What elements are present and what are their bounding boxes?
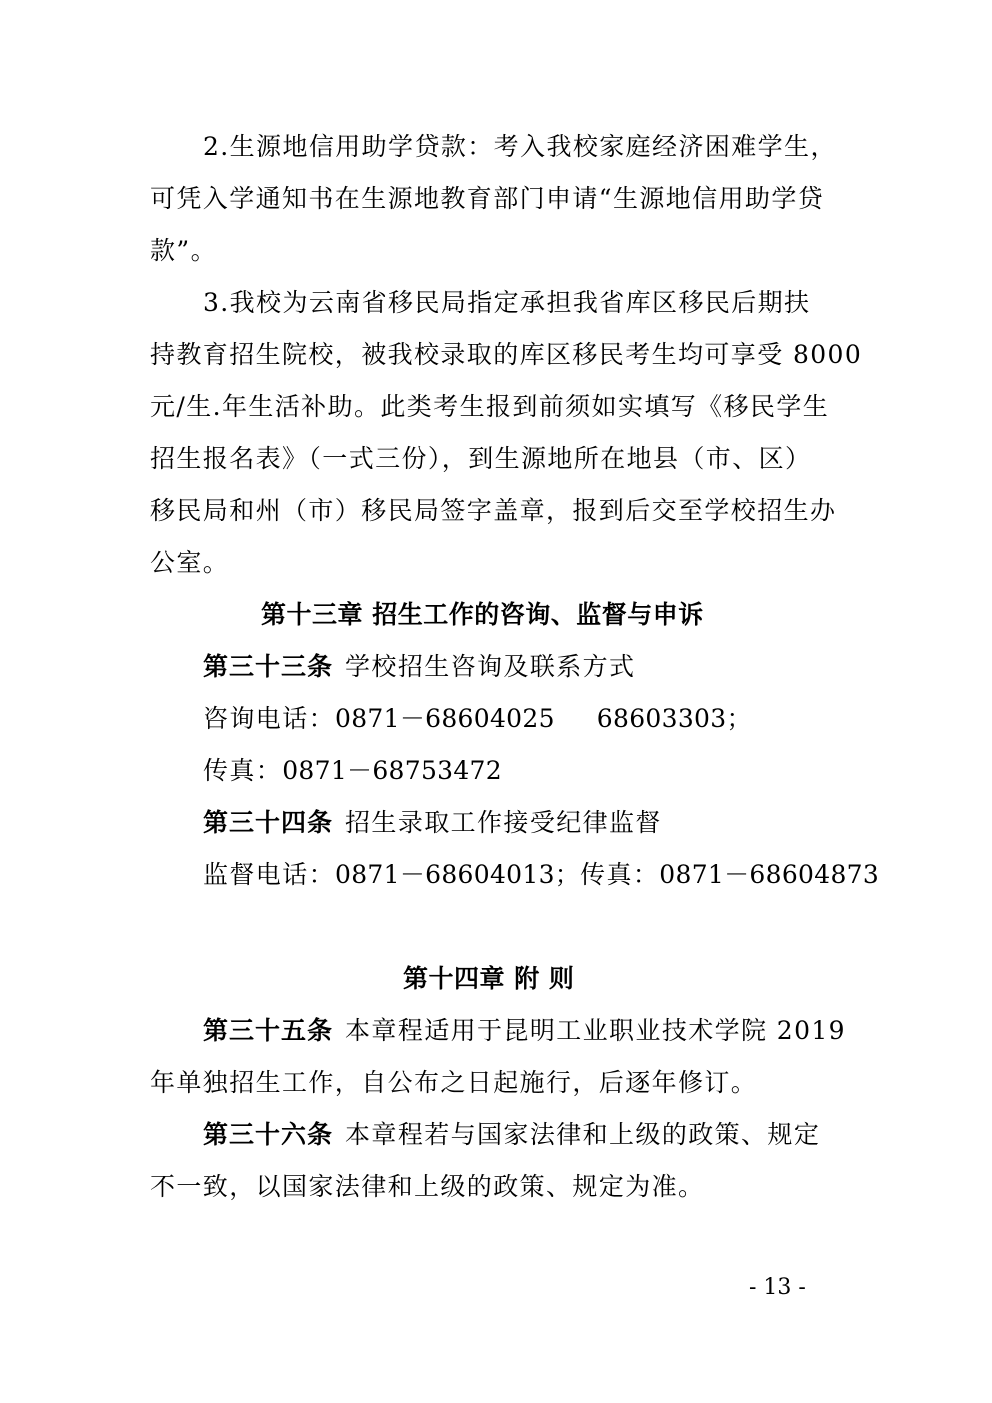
consult-fax-line	[203, 756, 502, 786]
item3-line5: 移民局和州（市）移民局签字盖章，报到后交至学校招生办	[150, 496, 837, 525]
supervision-fax: 0871－68604873	[659, 860, 880, 889]
item2-line2: 可凭入学通知书在生源地教育部门申请“生源地信用助学贷	[150, 184, 825, 213]
item3-line1: 3.我校为云南省移民局指定承担我省库区移民后期扶	[203, 288, 811, 317]
article35-text: 本章程适用于昆明工业职业技术学院 2019	[345, 1016, 846, 1045]
consult-phone-2: 68603303；	[596, 704, 752, 733]
article34-label: 第三十四条	[203, 808, 334, 837]
consult-fax-number: 0871－68753472	[282, 756, 502, 785]
article33-heading	[203, 652, 635, 682]
item3-line2: 持教育招生院校，被我校录取的库区移民考生均可享受 8000	[150, 340, 863, 369]
article35-line2: 年单独招生工作，自公布之日起施行，后逐年修订。	[150, 1068, 758, 1097]
article34-title: 招生录取工作接受纪律监督	[345, 808, 662, 837]
supervision-fax-label: 传真：	[580, 860, 660, 889]
item2-line3: 款”。	[150, 236, 217, 265]
article36-line2: 不一致，以国家法律和上级的政策、规定为准。	[150, 1172, 705, 1201]
consult-phone-line	[203, 704, 752, 734]
article36-label: 第三十六条	[203, 1120, 334, 1149]
supervision-phone: 0871－68604013；	[335, 860, 581, 889]
item3-line3: 元/生.年生活补助。此类考生报到前须如实填写《移民学生	[150, 392, 830, 421]
chapter14-title: 第十四章 附 则	[403, 964, 575, 993]
chapter13-title: 第十三章 招生工作的咨询、监督与申诉	[261, 600, 704, 629]
item3-line6: 公室。	[150, 548, 230, 577]
article36-text: 本章程若与国家法律和上级的政策、规定	[345, 1120, 821, 1149]
article33-title: 学校招生咨询及联系方式	[345, 652, 636, 681]
item3-line4: 招生报名表》（一式三份），到生源地所在地县（市、区）	[150, 444, 812, 473]
item2-line1: 2.生源地信用助学贷款：考入我校家庭经济困难学生，	[203, 132, 837, 161]
article34-heading	[203, 808, 662, 838]
article36-line1	[203, 1120, 820, 1150]
supervision-phone-label: 监督电话：	[203, 860, 336, 889]
consult-phone-label: 咨询电话：	[203, 704, 336, 733]
page-number: - 13 -	[749, 1275, 806, 1300]
article33-label: 第三十三条	[203, 652, 334, 681]
supervision-line	[203, 860, 879, 890]
consult-fax-label: 传真：	[203, 756, 283, 785]
consult-phone-1: 0871－68604025	[335, 704, 555, 733]
article35-line1	[203, 1016, 846, 1046]
article35-label: 第三十五条	[203, 1016, 334, 1045]
